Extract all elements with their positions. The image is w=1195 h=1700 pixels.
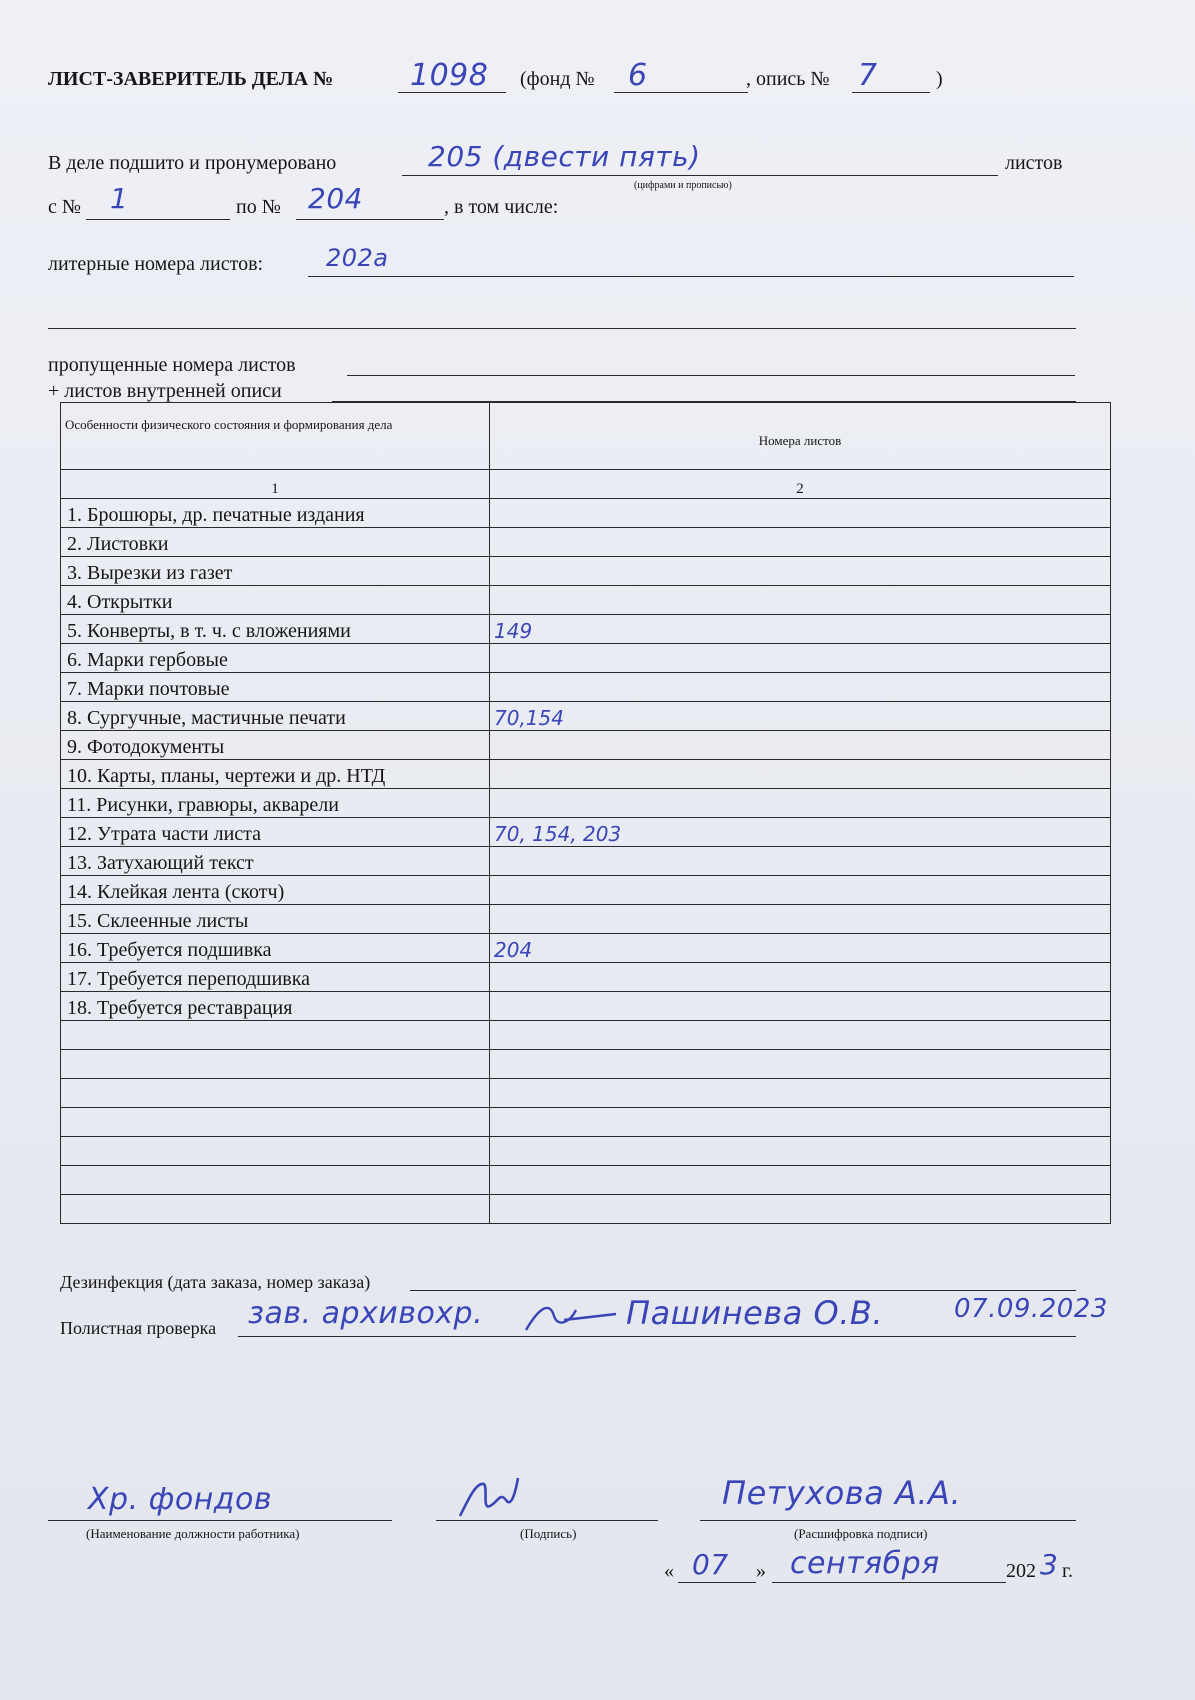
table-number-row — [61, 470, 1111, 499]
table-row — [61, 760, 1111, 789]
feature-cell — [61, 963, 490, 992]
to-line — [296, 219, 444, 220]
table-row — [61, 557, 1111, 586]
check-line — [238, 1336, 1076, 1337]
sheet-numbers-cell[interactable] — [490, 499, 1111, 528]
position-caption: (Наименование должности работника) — [86, 1526, 300, 1541]
feature-cell — [61, 789, 490, 818]
table-row — [61, 1108, 1111, 1137]
case-number-value[interactable]: 1098 — [410, 58, 489, 93]
missing-line — [347, 375, 1075, 376]
col2-number: 2 — [490, 470, 1111, 499]
table-row — [61, 499, 1111, 528]
table-row — [61, 615, 1111, 644]
sheet-numbers-value: 70,154 — [494, 706, 564, 730]
feature-label: 10. Карты, планы, чертежи и др. НТД — [67, 765, 386, 787]
feature-cell — [61, 731, 490, 760]
sheet-numbers-cell[interactable] — [490, 586, 1111, 615]
table-row — [61, 702, 1111, 731]
feature-label: 8. Сургучные, мастичные печати — [67, 707, 346, 729]
decode-caption: (Расшифровка подписи) — [794, 1526, 928, 1541]
date-day-value[interactable]: 07 — [692, 1548, 729, 1581]
decode-line — [700, 1520, 1076, 1521]
litera-value[interactable]: 202а — [326, 244, 389, 272]
feature-label: 12. Утрата части листа — [67, 823, 262, 845]
to-label: по № — [236, 196, 281, 218]
from-value[interactable]: 1 — [110, 182, 129, 215]
date-close-quote: » — [756, 1560, 766, 1582]
feature-label: 4. Открытки — [67, 591, 173, 613]
date-year-prefix: 202 — [1006, 1560, 1036, 1582]
feature-cell — [61, 1137, 490, 1166]
table-row — [61, 644, 1111, 673]
header-closing-paren: ) — [936, 68, 943, 90]
sheet-numbers-cell[interactable] — [490, 557, 1111, 586]
feature-cell — [61, 1050, 490, 1079]
fond-number-value[interactable]: 6 — [628, 58, 648, 93]
sheet-numbers-cell[interactable] — [490, 847, 1111, 876]
table-row — [61, 876, 1111, 905]
table-row — [61, 586, 1111, 615]
feature-cell — [61, 644, 490, 673]
sheet-numbers-cell[interactable] — [490, 673, 1111, 702]
feature-cell — [61, 702, 490, 731]
sheet-numbers-cell[interactable] — [490, 1166, 1111, 1195]
table-row — [61, 1195, 1111, 1224]
feature-cell — [61, 1195, 490, 1224]
sheet-numbers-cell[interactable] — [490, 934, 1111, 963]
signature-caption: (Подпись) — [520, 1526, 577, 1541]
feature-cell — [61, 673, 490, 702]
feature-cell — [61, 1021, 490, 1050]
date-month-value[interactable]: сентября — [790, 1546, 940, 1581]
table-row — [61, 905, 1111, 934]
sheet-numbers-cell[interactable] — [490, 528, 1111, 557]
sheet-numbers-cell[interactable] — [490, 1050, 1111, 1079]
sheet-numbers-cell[interactable] — [490, 905, 1111, 934]
date-open-quote: « — [664, 1560, 674, 1582]
decode-value[interactable]: Петухова А.А. — [722, 1474, 962, 1512]
position-value[interactable]: Хр. фондов — [88, 1482, 273, 1517]
col1-number: 1 — [61, 470, 490, 499]
to-value[interactable]: 204 — [308, 182, 363, 215]
from-line — [86, 219, 230, 220]
disinfection-label: Дезинфекция (дата заказа, номер заказа) — [60, 1272, 371, 1292]
col2-header: Номера листов — [490, 403, 1111, 470]
features-table — [60, 402, 1111, 1224]
feature-label: 13. Затухающий текст — [67, 852, 254, 874]
feature-cell — [61, 1166, 490, 1195]
feature-label: 7. Марки почтовые — [67, 678, 230, 700]
litera-line — [308, 276, 1074, 277]
feature-cell — [61, 586, 490, 615]
sheet-numbers-cell[interactable] — [490, 1137, 1111, 1166]
feature-label: 9. Фотодокументы — [67, 736, 225, 758]
feature-cell — [61, 1108, 490, 1137]
sheet-numbers-value: 70, 154, 203 — [494, 822, 622, 846]
missing-label: пропущенные номера листов — [48, 354, 296, 376]
signature-icon[interactable] — [454, 1470, 524, 1524]
table-row — [61, 992, 1111, 1021]
sheet-numbers-cell[interactable] — [490, 731, 1111, 760]
table-row — [61, 963, 1111, 992]
col1-header: Особенности физического состояния и формирования дела — [61, 403, 490, 470]
feature-cell — [61, 934, 490, 963]
feature-label: 18. Требуется реставрация — [67, 997, 293, 1019]
sheet-numbers-cell[interactable] — [490, 789, 1111, 818]
date-year-suffix: г. — [1062, 1560, 1073, 1582]
feature-cell — [61, 1079, 490, 1108]
sheets-hint: (цифрами и прописью) — [634, 180, 732, 191]
disinfection-line — [410, 1290, 1076, 1291]
table-row — [61, 528, 1111, 557]
feature-cell — [61, 760, 490, 789]
feature-cell — [61, 557, 490, 586]
table-row — [61, 1021, 1111, 1050]
check-name-value[interactable]: Пашинева О.В. — [626, 1294, 883, 1332]
check-signature-icon — [520, 1292, 620, 1342]
sheet-numbers-cell[interactable] — [490, 963, 1111, 992]
including-label: , в том числе: — [444, 196, 559, 218]
sheet-numbers-cell[interactable] — [490, 760, 1111, 789]
sheet-numbers-cell[interactable] — [490, 992, 1111, 1021]
sheet-numbers-cell[interactable] — [490, 876, 1111, 905]
feature-label: 5. Конверты, в т. ч. с вложениями — [67, 620, 351, 642]
inner-inventory-label: + листов внутренней описи — [48, 380, 282, 402]
table-row — [61, 1079, 1111, 1108]
sheets-count-line — [402, 175, 998, 176]
feature-cell — [61, 876, 490, 905]
feature-cell — [61, 818, 490, 847]
sheet-numbers-cell[interactable] — [490, 615, 1111, 644]
table-row — [61, 818, 1111, 847]
feature-cell — [61, 528, 490, 557]
feature-label: 2. Листовки — [67, 533, 169, 555]
check-label: Полистная проверка — [60, 1318, 217, 1338]
sheets-count-value[interactable]: 205 (двести пять) — [428, 140, 701, 173]
sheet-numbers-cell[interactable] — [490, 1079, 1111, 1108]
position-line — [48, 1520, 392, 1521]
table-row — [61, 847, 1111, 876]
feature-label: 11. Рисунки, гравюры, акварели — [67, 794, 339, 816]
check-position-value[interactable]: зав. архивохр. — [248, 1296, 484, 1331]
day-line — [678, 1582, 756, 1583]
table-row — [61, 673, 1111, 702]
table-row — [61, 731, 1111, 760]
feature-cell — [61, 615, 490, 644]
feature-label: 17. Требуется переподшивка — [67, 968, 311, 990]
table-header-row — [61, 403, 1111, 470]
table-row — [61, 1137, 1111, 1166]
sheet-numbers-cell[interactable] — [490, 644, 1111, 673]
sheet-numbers-value: 149 — [494, 619, 533, 643]
sheets-suffix: листов — [1005, 152, 1063, 174]
sheet-numbers-cell[interactable] — [490, 1021, 1111, 1050]
feature-label: 1. Брошюры, др. печатные издания — [67, 504, 365, 526]
check-date-value[interactable]: 07.09.2023 — [954, 1294, 1108, 1324]
feature-label: 14. Клейкая лента (скотч) — [67, 881, 285, 903]
feature-cell — [61, 905, 490, 934]
litera-label: литерные номера листов: — [48, 253, 264, 275]
table-row — [61, 1050, 1111, 1079]
from-label: с № — [48, 196, 81, 218]
feature-cell — [61, 499, 490, 528]
feature-label: 15. Склеенные листы — [67, 910, 249, 932]
feature-cell — [61, 847, 490, 876]
sheet-numbers-cell[interactable] — [490, 818, 1111, 847]
month-line — [772, 1582, 1006, 1583]
sheet-numbers-cell[interactable] — [490, 702, 1111, 731]
feature-label: 3. Вырезки из газет — [67, 562, 233, 584]
table-row — [61, 934, 1111, 963]
date-year-digit[interactable]: 3 — [1040, 1548, 1059, 1581]
feature-label: 16. Требуется подшивка — [67, 939, 272, 961]
table-row — [61, 789, 1111, 818]
feature-label: 6. Марки гербовые — [67, 649, 228, 671]
sheet-numbers-value: 204 — [494, 938, 533, 962]
table-row — [61, 1166, 1111, 1195]
opis-label: , опись № — [746, 68, 830, 90]
sheets-label: В деле подшито и пронумеровано — [48, 152, 337, 174]
fond-label: (фонд № — [520, 68, 595, 90]
opis-number-value[interactable]: 7 — [858, 58, 878, 93]
sheet-numbers-cell[interactable] — [490, 1195, 1111, 1224]
document-title: ЛИСТ-ЗАВЕРИТЕЛЬ ДЕЛА № — [48, 68, 334, 90]
feature-cell — [61, 992, 490, 1021]
litera-line-2 — [48, 328, 1076, 329]
sheet-numbers-cell[interactable] — [490, 1108, 1111, 1137]
